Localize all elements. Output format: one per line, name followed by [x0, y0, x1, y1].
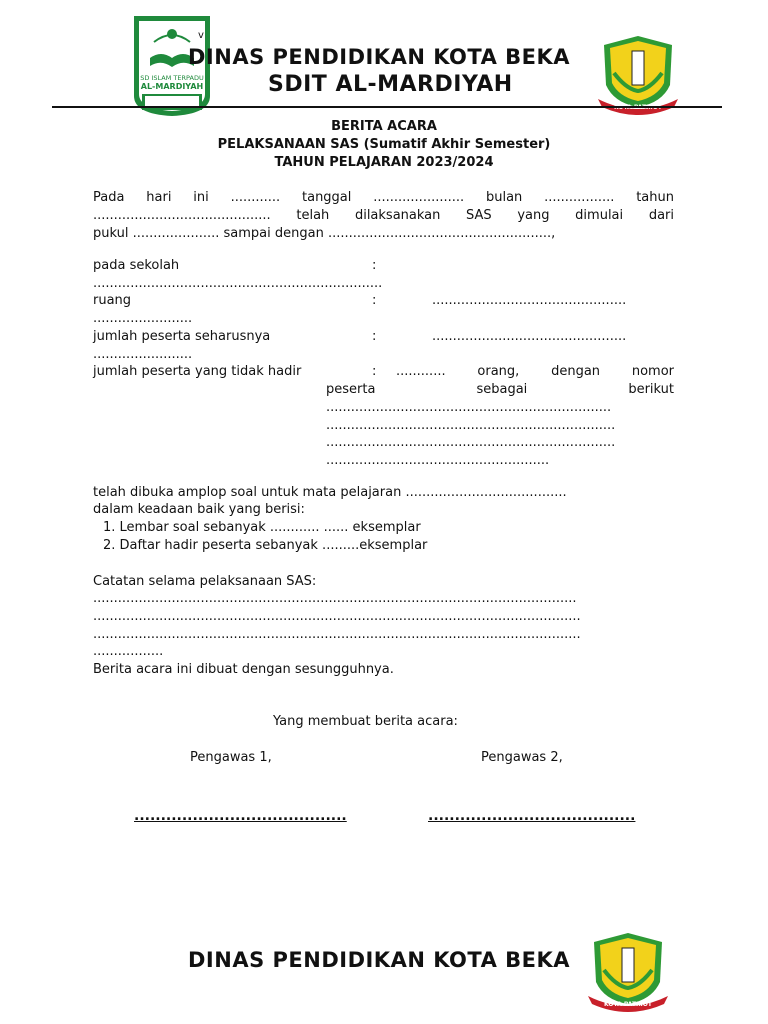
- svg-text:SD ISLAM TERPADU: SD ISLAM TERPADU: [140, 74, 204, 82]
- notes-dots-1: .....................................................................................................................: [93, 591, 577, 606]
- room-dots-continued: ........................: [93, 311, 193, 326]
- proctor-1-label: Pengawas 1,: [190, 750, 272, 765]
- expected-colon: :: [372, 329, 377, 344]
- city-seal: [592, 33, 684, 115]
- absent-dots-2: ......................................................................: [326, 418, 616, 433]
- absent-line-2: peserta sebagai berikut: [326, 382, 674, 397]
- department-heading: DINAS PENDIDIKAN KOTA BEKA: [188, 45, 571, 69]
- expected-dots: ...............................................: [432, 329, 627, 344]
- footer-department-heading: DINAS PENDIDIKAN KOTA BEKA: [188, 948, 571, 972]
- school-label: pada sekolah: [93, 258, 180, 273]
- proctor-2-label: Pengawas 2,: [481, 750, 563, 765]
- expected-dots-continued: ........................: [93, 347, 193, 362]
- doc-title: BERITA ACARA: [331, 119, 437, 134]
- closing-statement: Berita acara ini dibuat dengan sesungguhnya.: [93, 662, 394, 677]
- absent-colon: :: [372, 364, 377, 379]
- school-colon: :: [372, 258, 377, 273]
- expected-label: jumlah peserta seharusnya: [93, 329, 271, 344]
- svg-text:KOTA PATRIOT: KOTA PATRIOT: [603, 1001, 653, 1008]
- intro-line-3: pukul ..................... sampai dengan ......................................................,: [93, 226, 556, 241]
- absent-dots-3: ......................................................................: [326, 435, 616, 450]
- absent-line-1: ............ orang, dengan nomor: [396, 364, 674, 379]
- school-dots: ......................................................................: [93, 276, 383, 291]
- doc-subtitle: PELAKSANAAN SAS (Sumatif Akhir Semester): [217, 137, 551, 152]
- room-colon: :: [372, 293, 377, 308]
- envelope-item-1: 1. Lembar soal sebanyak ............ ...... eksemplar: [103, 520, 421, 535]
- envelope-line-2: dalam keadaan baik yang berisi:: [93, 502, 305, 517]
- notes-dots-3: ......................................................................................................................: [93, 627, 581, 642]
- doc-year: TAHUN PELAJARAN 2023/2024: [274, 155, 494, 170]
- intro-line-2: ........................................... telah dilaksanakan SAS yang dimulai dari: [93, 208, 674, 223]
- absent-label: jumlah peserta yang tidak hadir: [93, 364, 302, 379]
- notes-label: Catatan selama pelaksanaan SAS:: [93, 574, 317, 589]
- footer-city-seal: [582, 930, 674, 1012]
- proctor-2-signature-line: .......................................: [428, 808, 636, 824]
- envelope-item-2: 2. Daftar hadir peserta sebanyak .........eksemplar: [103, 538, 428, 553]
- absent-dots-4: ......................................................: [326, 453, 550, 468]
- room-dots: ...............................................: [432, 293, 627, 308]
- header-divider: [52, 106, 722, 108]
- absent-dots-1: .....................................................................: [326, 400, 612, 415]
- envelope-line-1: telah dibuka amplop soal untuk mata pelajaran .......................................: [93, 485, 567, 500]
- intro-line-1: Pada hari ini ............ tanggal ...................... bulan ................. tahun: [93, 190, 674, 205]
- notes-dots-2: ......................................................................................................................: [93, 609, 581, 624]
- school-heading: SDIT AL-MARDIYAH: [268, 72, 513, 97]
- notes-dots-4: .................: [93, 644, 164, 659]
- maker-label: Yang membuat berita acara:: [273, 714, 458, 729]
- stray-mark: v: [198, 30, 204, 41]
- svg-text:AL-MARDIYAH: AL-MARDIYAH: [140, 82, 204, 91]
- room-label: ruang: [93, 293, 132, 308]
- proctor-1-signature-line: ........................................: [134, 808, 347, 824]
